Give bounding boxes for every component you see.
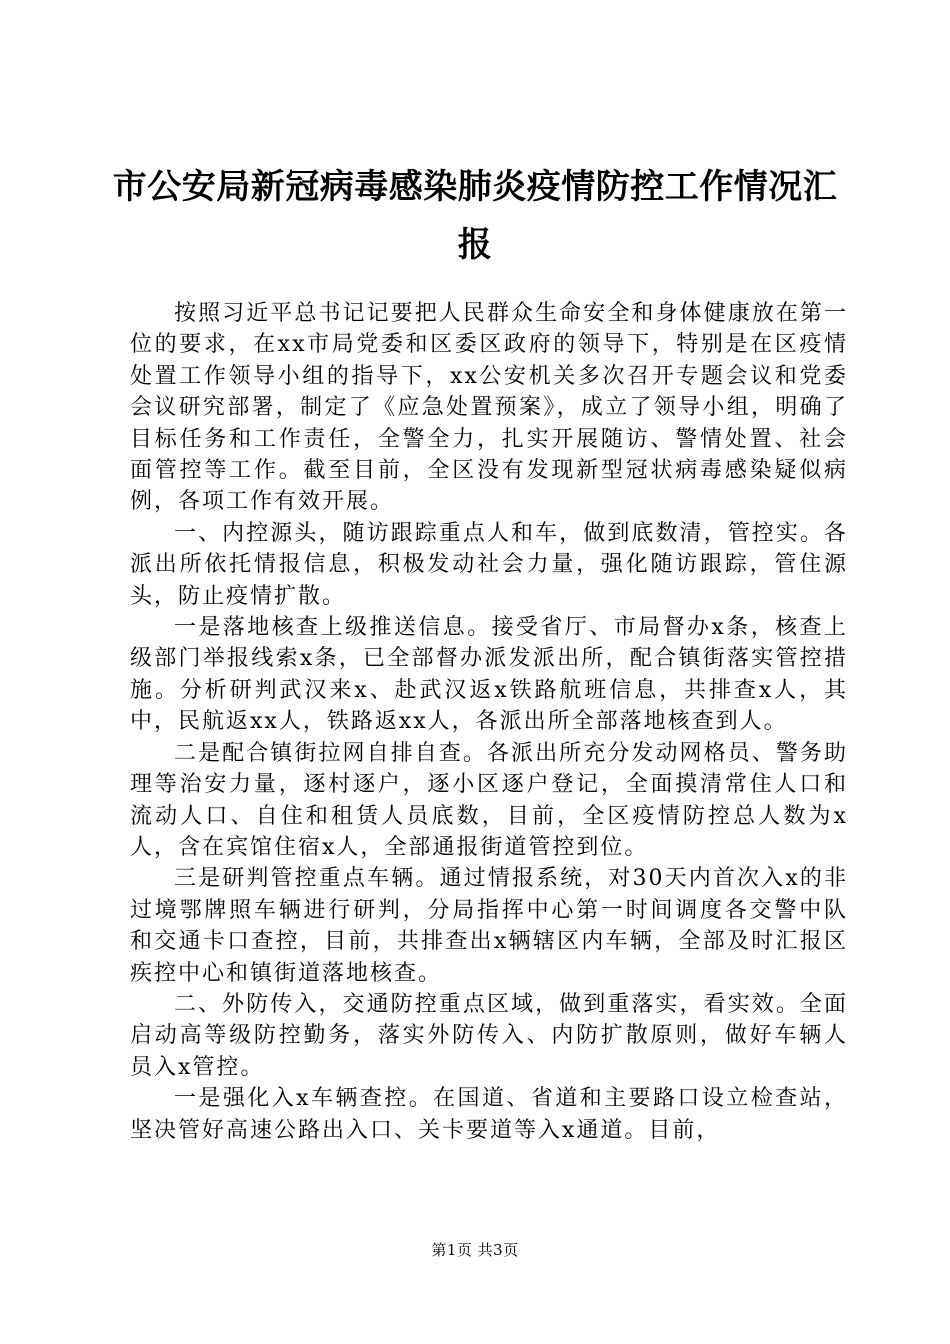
paragraph-intro: 按照习近平总书记记要把人民群众生命安全和身体健康放在第一位的要求，在xx市局党委和区委区政府的领导下，特别是在区疫情处置工作领导小组的指导下，xx公安机关多次召开专题会议和党委会议研究部署，制定了《应急处置预案》，成立了领导小组，明确了目标任务和工作责任，全警全力，扎实开展随访、警情处置、社会面管控等工作。截至目前，全区没有发现新型冠状病毒感染疑似病例，各项工作有效开展。 bbox=[130, 301, 848, 515]
paragraph-section-1-item-3: 三是研判管控重点车辆。通过情报系统，对30天内首次入x的非过境鄂牌照车辆进行研判，分局指挥中心第一时间调度各交警中队和交通卡口查控，目前，共排查出x辆辖区内车辆，全部及时汇报区疾控中心和镇街道落地核查。 bbox=[130, 866, 848, 986]
paragraph-section-2-item-1: 一是强化入x车辆查控。在国道、省道和主要路口设立检查站，坚决管好高速公路出入口、关卡要道等入x通道。目前， bbox=[130, 1086, 848, 1143]
document-body bbox=[130, 298, 848, 1146]
paragraph-section-1-item-1: 一是落地核查上级推送信息。接受省厅、市局督办x条，核查上级部门举报线索x条，已全部督办派发派出所，配合镇街落实管控措施。分析研判武汉来x、赴武汉返x铁路航班信息，共排查x人，其中，民航返xx人，铁路返xx人，各派出所全部落地核查到人。 bbox=[130, 615, 848, 735]
paragraph-section-1-item-2: 二是配合镇街拉网自排自查。各派出所充分发动网格员、警务助理等治安力量，逐村逐户，逐小区逐户登记，全面摸清常住人口和流动人口、自住和租赁人员底数，目前，全区疫情防控总人数为x人，含在宾馆住宿x人，全部通报街道管控到位。 bbox=[130, 740, 848, 860]
paragraph-section-1: 一、内控源头，随访跟踪重点人和车，做到底数清，管控实。各派出所依托情报信息，积极发动社会力量，强化随访跟踪，管住源头，防止疫情扩散。 bbox=[130, 520, 848, 609]
document-title: 市公安局新冠病毒感染肺炎疫情防控工作情况汇报 bbox=[112, 167, 838, 265]
paragraph-section-2: 二、外防传入，交通防控重点区域，做到重落实，看实效。全面启动高等级防控勤务，落实外防传入、内防扩散原则，做好车辆人员入x管控。 bbox=[130, 991, 848, 1080]
page-footer: 第1页 共3页 bbox=[431, 1241, 519, 1259]
